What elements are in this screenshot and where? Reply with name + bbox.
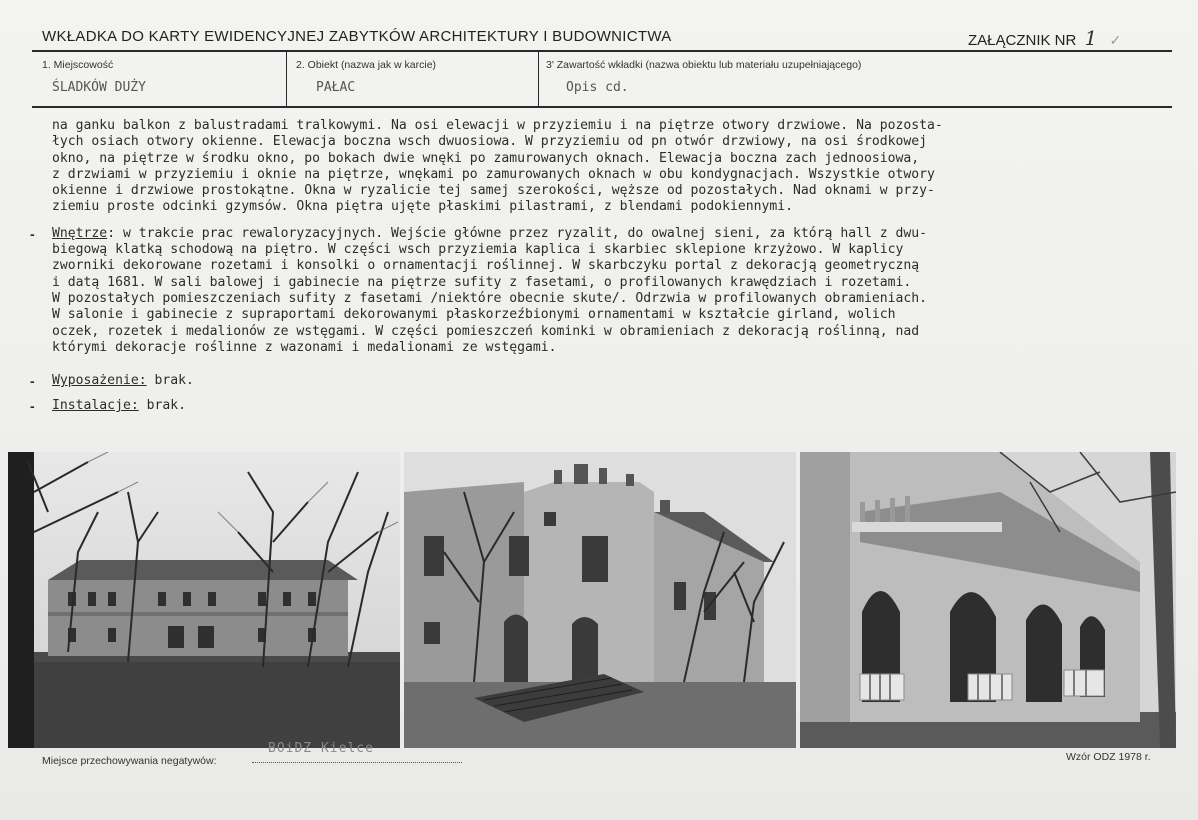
- interior-first-line: : w trakcie prac rewaloryzacyjnych. Wejście główne przez ryzalit, do owalnej sieni, za którą hall z dwu-: [107, 225, 928, 241]
- palace-front-photo: [8, 452, 400, 748]
- palace-risalit-photo: [404, 452, 796, 748]
- text-line: oczek, rozetek i medalionów ze wstęgami. W części pomieszczeń kominki w obramieniach z dekoracją roślinną, nad: [52, 323, 920, 339]
- object-label: 2. Obiekt (nazwa jak w karcie): [296, 59, 437, 71]
- exterior-description: [52, 118, 1180, 216]
- text-line: na ganku balkon z balustradami tralkowymi. Na osi elewacji w przyziemiu i na piętrze otwory drzwiowe. Na pozosta-: [52, 118, 943, 133]
- description-body: [30, 118, 1180, 356]
- field-divider: [286, 52, 287, 106]
- text-line: którymi dekoracje roślinne z wazonami i medalionami ze wstęgami.: [52, 339, 557, 355]
- bullet-dash: -: [30, 398, 35, 414]
- negatives-label: Miejsce przechowywania negatywów:: [42, 755, 217, 767]
- object-value: PAŁAC: [316, 80, 356, 95]
- check-mark-icon: ✓: [1109, 32, 1122, 48]
- content-value: Opis cd.: [566, 80, 629, 95]
- field-divider: [538, 52, 539, 106]
- annex-number: [968, 26, 1121, 50]
- text-line: łych osiach otwory okienne. Elewacja boczna wsch dwuosiowa. W przyziemiu od pn otwór drzwiowy, na osi środkowej: [52, 134, 928, 150]
- installations-value: brak.: [146, 398, 187, 413]
- photo-strip: [8, 452, 1176, 748]
- text-line: W pozostałych pomieszczeniach sufity z fasetami /niektóre obecnie skute/. Odrzwia w profilowanych obramieniach.: [52, 290, 928, 306]
- equipment-heading: Wyposażenie:: [52, 373, 147, 388]
- bullet-dash: -: [30, 373, 35, 389]
- interior-heading: Wnętrze: [52, 225, 108, 241]
- negatives-stamp: BOiDZ Kielce: [268, 741, 374, 756]
- installations-section: [30, 398, 187, 414]
- installations-heading: Instalacje:: [52, 398, 139, 413]
- text-line: W salonie i gabinecie z supraportami dekorowanymi płaskorzeźbionymi ornamentami w kształcie girland, wolich: [52, 307, 896, 323]
- locality-value: ŚLADKÓW DUŻY: [52, 80, 146, 95]
- text-line: zworniki dekorowane rozetami i konsolki o ornamentacji roślinnej. W skarbczyku portal z dekoracją geometryczną: [52, 258, 920, 274]
- dotted-line: [252, 762, 462, 763]
- text-line: z drzwiami w przyziemiu i oknie na piętrze, wnękami po zamurowanych oknach w obu kondygnacjach. Wszystkie otwory: [52, 166, 935, 182]
- equipment-section: [30, 373, 194, 389]
- annex-number-value: 1: [1084, 26, 1098, 50]
- equipment-value: brak.: [154, 373, 194, 388]
- header-rule: [32, 50, 1172, 52]
- palace-porch-photo: [800, 452, 1176, 748]
- annex-label: ZAŁĄCZNIK NR: [968, 32, 1077, 49]
- fields-rule: [32, 106, 1172, 108]
- text-line: biegową klatką schodową na piętro. W części wsch przyziemia kaplica i skarbiec sklepione krzyżowo. W kaplicy: [52, 242, 904, 258]
- form-version: Wzór ODZ 1978 r.: [1066, 751, 1151, 763]
- form-title: WKŁADKA DO KARTY EWIDENCYJNEJ ZABYTKÓW ARCHITEKTURY I BUDOWNICTWA: [42, 28, 672, 45]
- text-line: i datą 1681. W sali balowej i gabinecie na piętrze sufity z fasetami, o profilowanych krawędziach i rozetami.: [52, 274, 912, 290]
- interior-section: [30, 225, 1180, 356]
- text-line: [52, 226, 1180, 242]
- text-line: okno, na piętrze w środku okno, po bokach dwie wnęki po zamurowanych oknach. Elewacja boczna zach jednoosiowa,: [52, 150, 920, 166]
- content-label: 3' Zawartość wkładki (nazwa obiektu lub materiału uzupełniającego): [546, 59, 862, 71]
- bullet-dash: -: [30, 225, 35, 242]
- text-line: okienne i drzwiowe prostokątne. Okna w ryzalicie tej samej szerokości, węższe od pozostałych. Nad oknami w przy-: [52, 183, 935, 199]
- text-line: ziemiu proste odcinki gzymsów. Okna piętra ujęte płaskimi pilastrami, z blendami podokiennymi.: [52, 199, 794, 215]
- locality-label: 1. Miejscowość: [42, 59, 114, 71]
